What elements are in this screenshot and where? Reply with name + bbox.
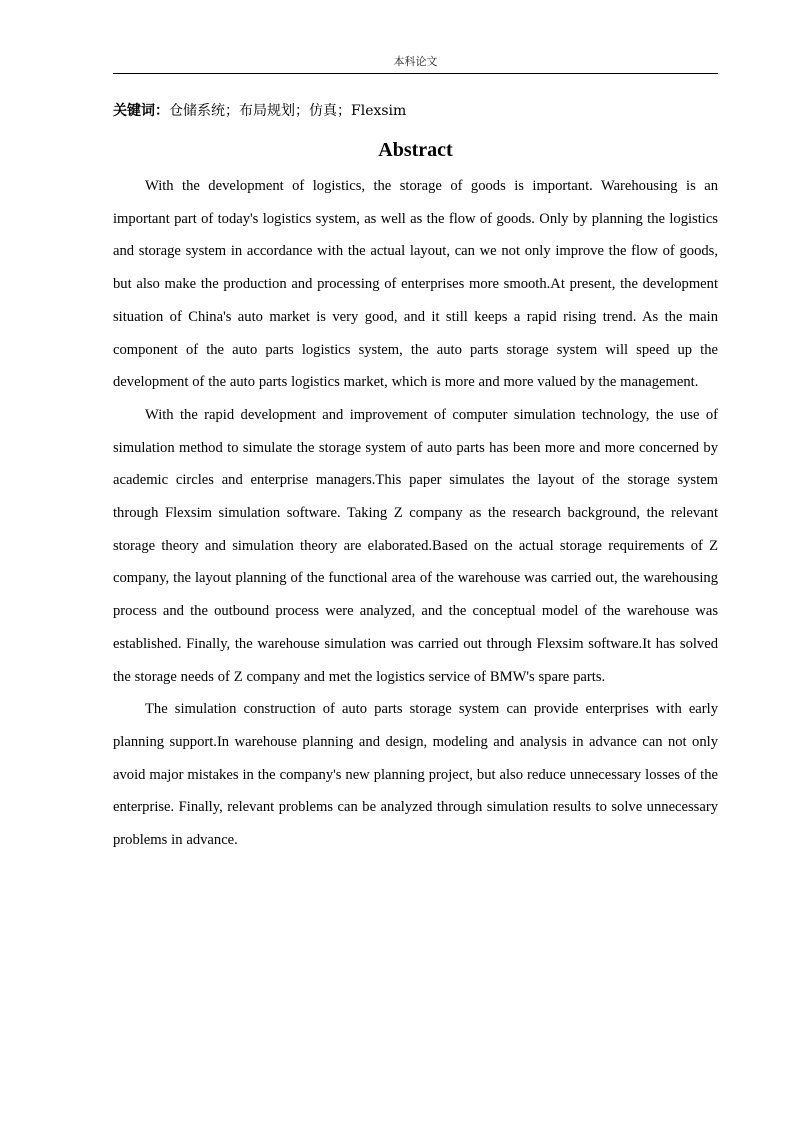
- abstract-body: [113, 170, 718, 857]
- keywords-value: 仓储系统；布局规划；仿真；Flexsim: [169, 103, 407, 119]
- abstract-paragraph-2: With the rapid development and improvement of computer simulation technology, the use of simulation method to simulate the storage system of auto parts has been more and more concerned by academic circles and enterprise managers.This paper simulates the layout of the storage system through Flexsim simulation software. Taking Z company as the research background, the relevant storage theory and simulation theory are elaborated.Based on the actual storage requirements of Z company, the layout planning of the functional area of the warehouse was carried out, the warehousing process and the outbound process were analyzed, and the conceptual model of the warehouse was established. Finally, the warehouse simulation was carried out through Flexsim software.It has solved the storage needs of Z company and met the logistics service of BMW's spare parts.: [113, 406, 718, 685]
- abstract-title: Abstract: [378, 139, 453, 161]
- header-rule: [113, 73, 718, 74]
- abstract-paragraph-3: The simulation construction of auto parts storage system can provide enterprises with early planning support.In warehouse planning and design, modeling and analysis in advance can not only avoid major mistakes in the company's new planning project, but also reduce unnecessary losses of the enterprise. Finally, relevant problems can be analyzed through simulation results to solve unnecessary problems in advance.: [113, 701, 718, 849]
- abstract-paragraph-1: With the development of logistics, the storage of goods is important. Warehousing is an important part of today's logistics system, as well as the flow of goods. Only by planning the logistics and storage system in accordance with the actual layout, can we not only improve the flow of goods, but also make the production and processing of enterprises more smooth.At present, the development situation of China's auto market is very good, and it still keeps a rapid rising trend. As the main component of the auto parts logistics system, the auto parts storage system will speed up the development of the auto parts logistics market, which is more and more valued by the management.: [113, 178, 718, 391]
- keywords-line: [113, 101, 718, 121]
- page-header: 本科论文: [393, 55, 438, 68]
- keywords-label: 关键词：: [113, 103, 169, 119]
